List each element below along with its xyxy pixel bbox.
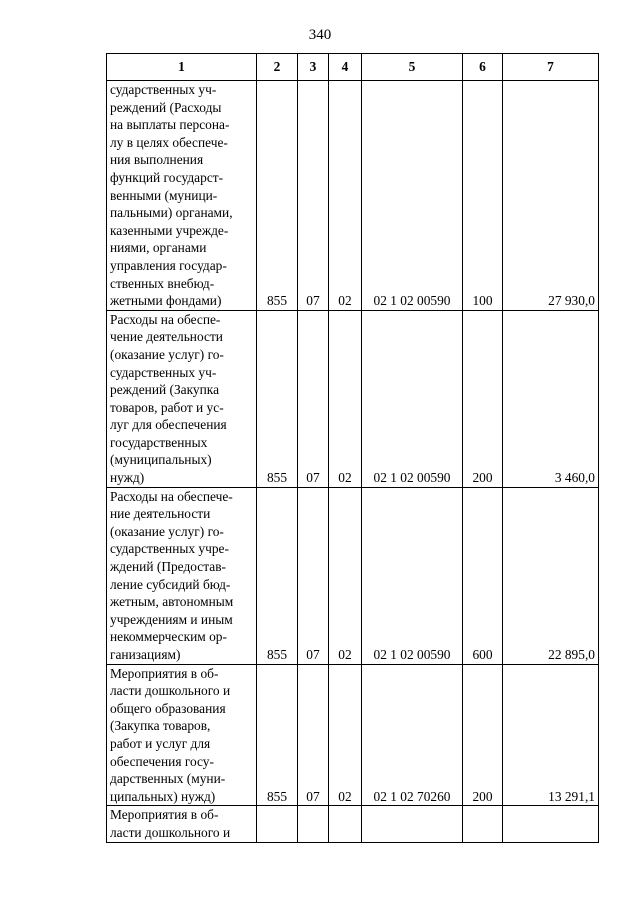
row-description <box>107 664 257 806</box>
description-line: (оказание услуг) го- <box>110 346 224 362</box>
description-line: лу в целях обеспече- <box>110 134 228 150</box>
description-line: жетным, автономным <box>110 594 234 610</box>
description-line: ганизациям) <box>110 647 181 662</box>
description-line: сударственных уч- <box>110 82 217 97</box>
description-line: ласти дошкольного и <box>110 824 231 840</box>
amount-value: 13 291,1 <box>503 664 599 806</box>
subsection-code: 02 <box>329 310 362 487</box>
department-code: 855 <box>257 487 298 664</box>
target-article-code: 02 1 02 70260 <box>362 664 463 806</box>
description-line: ние деятельности <box>110 506 211 522</box>
description-line: реждений (Расходы <box>110 99 222 115</box>
subsection-code: 02 <box>329 81 362 311</box>
department-code: 855 <box>257 310 298 487</box>
table-row <box>107 310 599 487</box>
section-code: 07 <box>298 487 329 664</box>
description-line: на выплаты персона- <box>110 117 230 133</box>
expense-type-code: 200 <box>463 310 503 487</box>
description-line: луг для обеспечения <box>110 417 227 433</box>
description-line: ждений (Предостав- <box>110 559 226 575</box>
description-line: реждений (Закупка <box>110 382 220 398</box>
table-row <box>107 81 599 311</box>
row-description <box>107 81 257 311</box>
table-row <box>107 664 599 806</box>
target-article-code: 02 1 02 00590 <box>362 310 463 487</box>
department-code <box>257 806 298 842</box>
department-code: 855 <box>257 664 298 806</box>
column-header-3: 3 <box>298 54 329 81</box>
amount-value: 22 895,0 <box>503 487 599 664</box>
description-line: Мероприятия в об- <box>110 665 219 681</box>
description-line: управления государ- <box>110 257 227 273</box>
description-line: работ и услуг для <box>110 735 211 751</box>
description-line: сударственных уч- <box>110 364 217 380</box>
description-line: нужд) <box>110 470 145 486</box>
description-line: учреждениям и иным <box>110 611 233 627</box>
subsection-code: 02 <box>329 487 362 664</box>
column-header-5: 5 <box>362 54 463 81</box>
row-description <box>107 806 257 842</box>
description-line: ственных внебюд- <box>110 275 215 291</box>
description-line: (муниципальных) <box>110 452 212 468</box>
subsection-code <box>329 806 362 842</box>
column-header-2: 2 <box>257 54 298 81</box>
table-row <box>107 806 599 842</box>
description-line: (оказание услуг) го- <box>110 523 224 539</box>
expense-type-code <box>463 806 503 842</box>
description-line: ния выполнения <box>110 152 204 168</box>
description-line: ласти дошкольного и <box>110 683 231 699</box>
header-row <box>107 54 599 81</box>
description-line: ниями, органами <box>110 240 207 256</box>
description-line: чение деятельности <box>110 329 223 345</box>
section-code: 07 <box>298 310 329 487</box>
description-line: Расходы на обеспече- <box>110 488 233 504</box>
column-header-7: 7 <box>503 54 599 81</box>
description-line: сударственных учре- <box>110 541 229 557</box>
row-description <box>107 310 257 487</box>
expense-type-code: 100 <box>463 81 503 311</box>
section-code: 07 <box>298 81 329 311</box>
table-row <box>107 487 599 664</box>
column-header-1: 1 <box>107 54 257 81</box>
description-line: некоммерческим ор- <box>110 629 227 645</box>
description-line: Расходы на обеспе- <box>110 311 221 327</box>
target-article-code: 02 1 02 00590 <box>362 487 463 664</box>
expense-type-code: 200 <box>463 664 503 806</box>
budget-table <box>106 53 599 843</box>
target-article-code <box>362 806 463 842</box>
expense-type-code: 600 <box>463 487 503 664</box>
column-header-6: 6 <box>463 54 503 81</box>
description-line: (Закупка товаров, <box>110 718 211 734</box>
description-line: пальными) органами, <box>110 205 233 221</box>
description-line: ципальных) нужд) <box>110 788 216 804</box>
description-line: функций государст- <box>110 169 224 185</box>
target-article-code: 02 1 02 00590 <box>362 81 463 311</box>
page-number: 340 <box>308 27 332 43</box>
description-line: государственных <box>110 434 208 450</box>
amount-value: 3 460,0 <box>503 310 599 487</box>
description-line: обеспечения госу- <box>110 753 214 769</box>
description-line: дарственных (муни- <box>110 771 226 787</box>
section-code <box>298 806 329 842</box>
amount-value <box>503 806 599 842</box>
description-line: Мероприятия в об- <box>110 807 219 823</box>
description-line: казенными учрежде- <box>110 222 229 238</box>
description-line: товаров, работ и ус- <box>110 399 224 415</box>
department-code: 855 <box>257 81 298 311</box>
description-line: венными (муници- <box>110 187 218 203</box>
section-code: 07 <box>298 664 329 806</box>
amount-value: 27 930,0 <box>503 81 599 311</box>
column-header-4: 4 <box>329 54 362 81</box>
description-line: общего образования <box>110 700 226 716</box>
row-description <box>107 487 257 664</box>
description-line: жетными фондами) <box>110 293 222 309</box>
description-line: ление субсидий бюд- <box>110 576 231 592</box>
subsection-code: 02 <box>329 664 362 806</box>
